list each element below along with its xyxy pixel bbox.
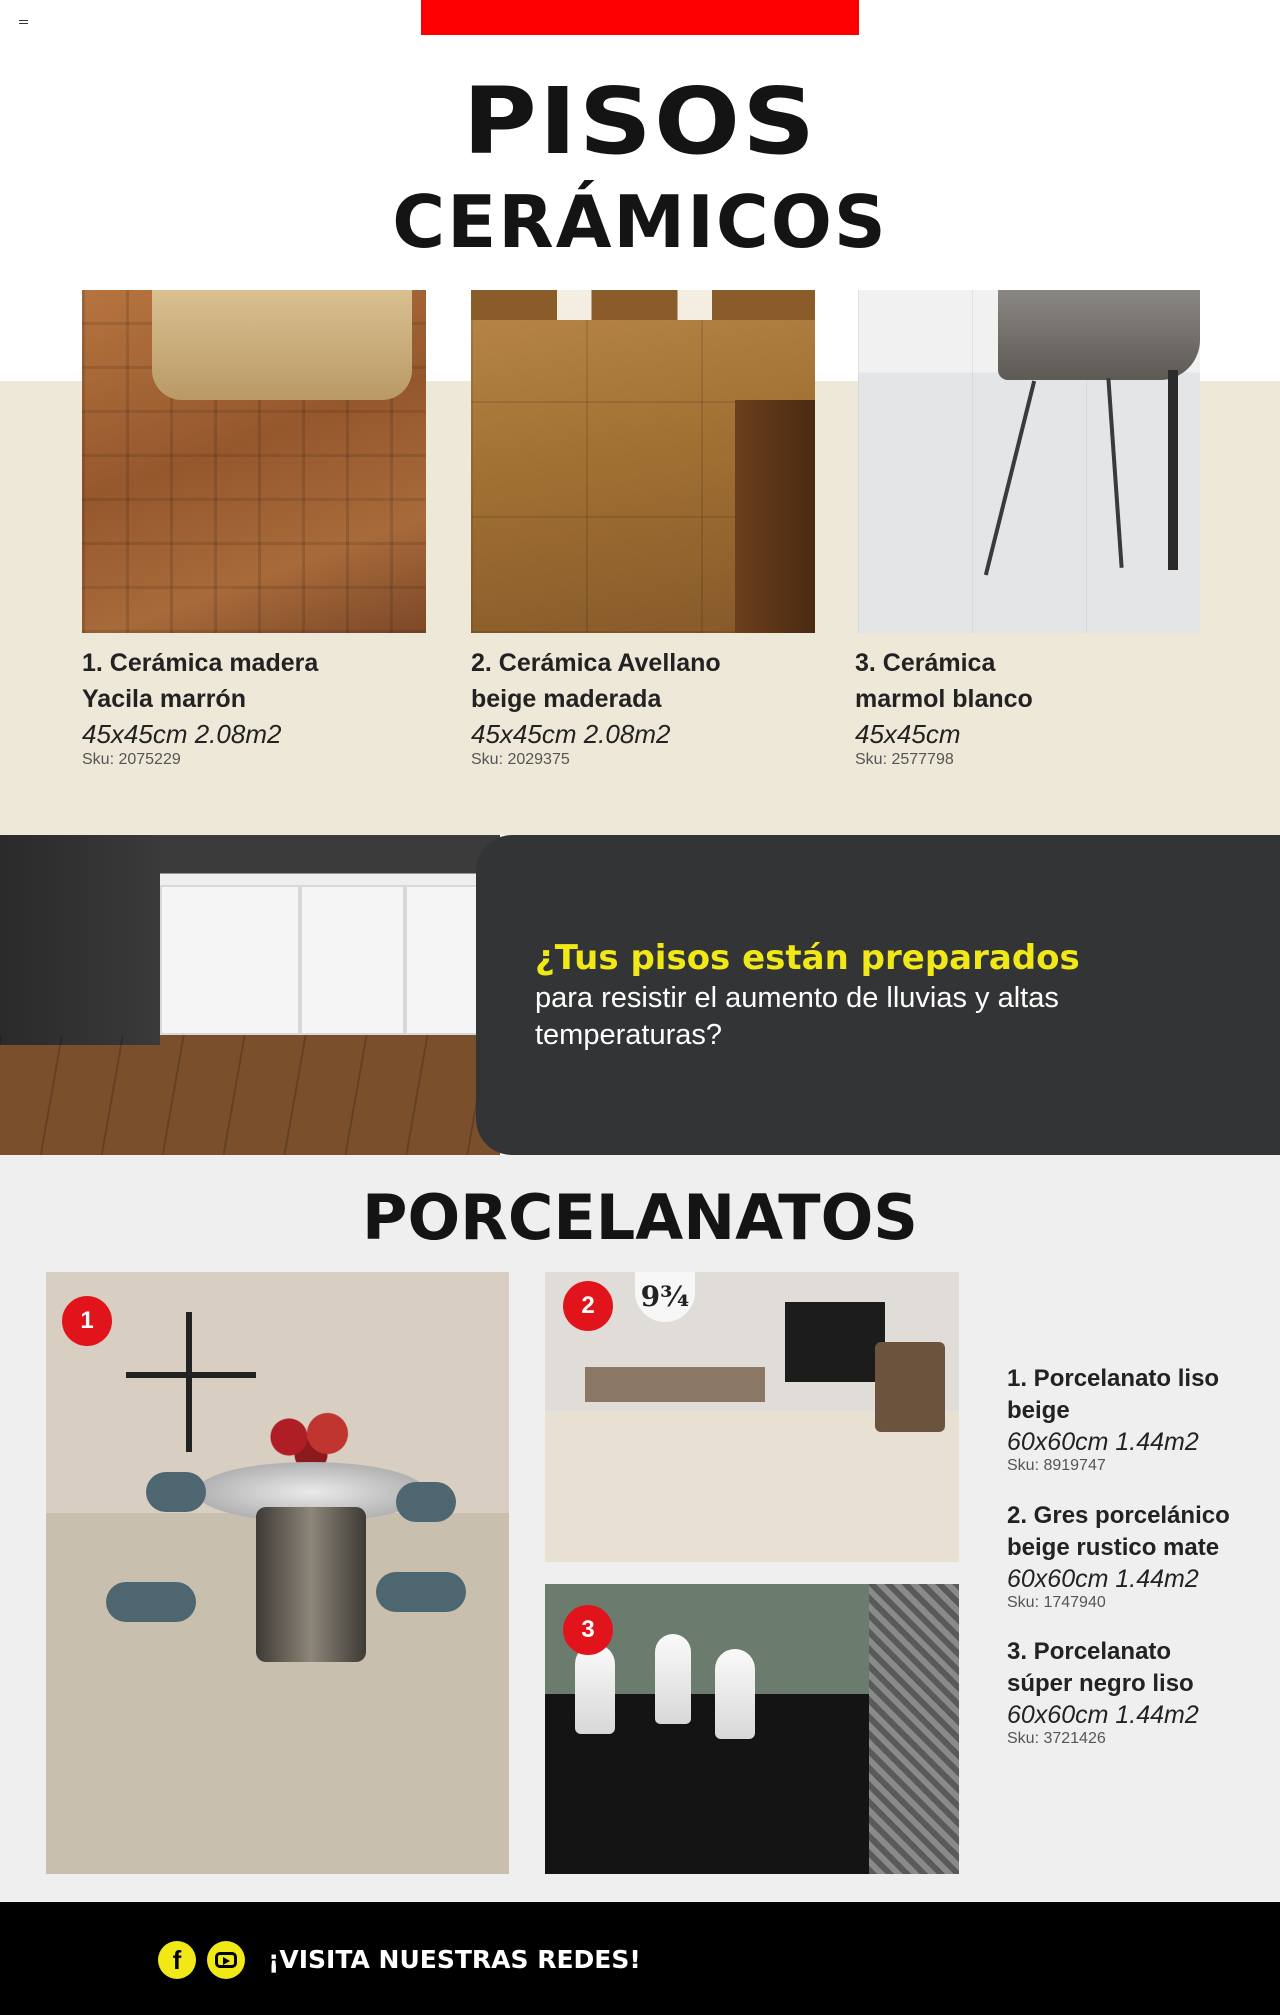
product-image-ceramica-marmol	[858, 290, 1200, 633]
stump-illustration	[875, 1342, 945, 1432]
product-name: 3. Porcelanato súper negro liso	[1007, 1638, 1194, 1697]
menu-icon[interactable]	[19, 20, 28, 26]
chair-illustration	[146, 1472, 206, 1512]
chair-leg	[984, 380, 1036, 575]
ceramic-product-2	[471, 645, 771, 769]
chair-illustration	[575, 1644, 615, 1734]
number-badge-1: 1	[62, 1296, 112, 1346]
section-title-porcelanatos: PORCELANATOS	[362, 1181, 918, 1254]
product-size: 45x45cm 2.08m2	[471, 719, 671, 749]
product-image-porcelanato-liso-beige	[46, 1272, 509, 1874]
chair-leg	[1106, 378, 1123, 568]
wall-clock: 9¾	[635, 1272, 695, 1322]
table-illustration	[735, 400, 815, 633]
wall-art	[186, 1312, 192, 1452]
banner-question-text: para resistir el aumento de lluvias y altas temperaturas?	[535, 982, 1059, 1051]
porcelanato-product-1	[1007, 1363, 1247, 1475]
product-sku: Sku: 2029375	[471, 751, 570, 768]
chair-illustration	[376, 1572, 466, 1612]
table-illustration	[655, 1634, 691, 1724]
stone-wall	[869, 1584, 959, 1874]
bed-illustration	[152, 290, 412, 400]
page-title-line1: PISOS	[462, 68, 818, 175]
fireplace-illustration	[785, 1302, 885, 1382]
chair-illustration	[715, 1649, 755, 1739]
product-sku: Sku: 1747940	[1007, 1594, 1106, 1611]
youtube-icon[interactable]	[207, 1941, 245, 1979]
product-sku: Sku: 2577798	[855, 751, 954, 768]
porcelanato-product-3	[1007, 1636, 1237, 1748]
table-base	[256, 1507, 366, 1662]
product-image-ceramica-avellano	[471, 290, 815, 633]
wood-floor	[0, 1035, 500, 1155]
chair-illustration	[106, 1582, 196, 1622]
product-name: 1. Cerámica madera Yacila marrón	[82, 649, 319, 713]
banner-question-highlight: ¿Tus pisos están preparados	[535, 938, 1080, 978]
number-badge-2: 2	[563, 1281, 613, 1331]
wall-art	[126, 1372, 256, 1378]
product-sku: Sku: 2075229	[82, 751, 181, 768]
dark-cabinets	[0, 835, 160, 1045]
product-name: 3. Cerámica marmol blanco	[855, 649, 1033, 713]
porcelanato-product-2	[1007, 1500, 1247, 1612]
ceramic-product-1	[82, 645, 382, 769]
bench-illustration	[585, 1367, 765, 1402]
product-size: 60x60cm 1.44m2	[1007, 1701, 1199, 1729]
product-size: 60x60cm 1.44m2	[1007, 1565, 1199, 1593]
product-image-ceramica-madera	[82, 290, 426, 633]
product-sku: Sku: 8919747	[1007, 1457, 1106, 1474]
product-size: 45x45cm 2.08m2	[82, 719, 282, 749]
product-name: 2. Cerámica Avellano beige maderada	[471, 649, 721, 713]
product-name: 2. Gres porcelánico beige rustico mate	[1007, 1502, 1230, 1561]
product-size: 45x45cm	[855, 719, 961, 749]
white-cabinet	[160, 885, 300, 1035]
ceramic-product-3	[855, 645, 1045, 769]
product-size: 60x60cm 1.44m2	[1007, 1428, 1199, 1456]
chair-illustration	[998, 290, 1200, 380]
wall-illustration	[471, 290, 815, 320]
facebook-icon[interactable]: f	[158, 1941, 196, 1979]
chair-illustration	[396, 1482, 456, 1522]
kitchen-floor-photo	[0, 835, 500, 1155]
page-title-line2: CERÁMICOS	[392, 180, 888, 264]
chair-leg	[1168, 370, 1178, 570]
product-name: 1. Porcelanato liso beige	[1007, 1365, 1220, 1424]
visit-social-label: ¡VISITA NUESTRAS REDES!	[268, 1945, 641, 1974]
play-icon	[215, 1952, 237, 1968]
white-cabinet	[300, 885, 405, 1035]
top-red-bar	[421, 0, 859, 35]
product-sku: Sku: 3721426	[1007, 1730, 1106, 1747]
number-badge-3: 3	[563, 1605, 613, 1655]
